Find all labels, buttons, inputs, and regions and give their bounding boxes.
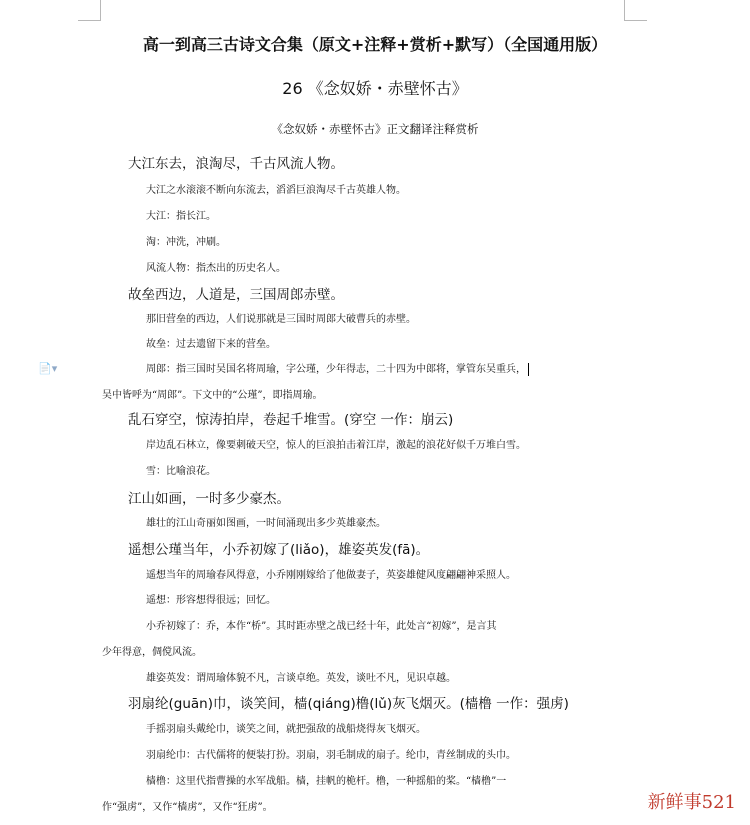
paste-options-icon[interactable]: 📄▾ (38, 362, 58, 375)
annotation-line: 小乔初嫁了：乔，本作“桥”。其时距赤壁之战已经十年，此处言“初嫁”，是言其 (146, 621, 497, 632)
annotation-line (146, 360, 529, 376)
annotation-line: 淘：冲洗，冲刷。 (146, 237, 226, 248)
annotation-text: 周郎：指三国时吴国名将周瑜，字公瑾，少年得志，二十四为中郎将，掌管东吴重兵， (146, 364, 526, 375)
poem-line: 乱石穿空，惊涛拍岸，卷起千堆雪。(穿空 一作：崩云) (128, 412, 454, 428)
document-title: 高一到高三古诗文合集（原文+注释+赏析+默写）（全国通用版） (142, 35, 608, 54)
annotation-continuation: 少年得意，倜傥风流。 (102, 647, 202, 658)
translation-line: 岸边乱石林立，像要刺破天空，惊人的巨浪拍击着江岸，激起的浪花好似千万堆白雪。 (146, 440, 526, 451)
section-title: 《念奴娇・赤壁怀古》正文翻译注释赏析 (271, 122, 479, 136)
translation-line: 手摇羽扇头戴纶巾，谈笑之间，就把强敌的战船烧得灰飞烟灭。 (146, 724, 426, 735)
poem-line: 遥想公瑾当年，小乔初嫁了(liǎo)，雄姿英发(fā)。 (128, 542, 430, 558)
annotation-line: 樯橹：这里代指曹操的水军战船。樯，挂帆的桅杆。橹，一种摇船的桨。“樯橹”一 (146, 776, 507, 787)
annotation-line: 大江：指长江。 (146, 211, 216, 222)
page-corner-mark-right (624, 0, 647, 21)
annotation-line: 遥想：形容想得很远；回忆。 (146, 595, 276, 606)
translation-line: 那旧营垒的西边，人们说那就是三国时周郎大破曹兵的赤壁。 (146, 314, 416, 325)
translation-line: 遥想当年的周瑜春风得意，小乔刚刚嫁给了他做妻子，英姿雄健风度翩翩神采照人。 (146, 570, 516, 581)
annotation-line: 雄姿英发：谓周瑜体貌不凡，言谈卓绝。英发，谈吐不凡，见识卓越。 (146, 673, 456, 684)
annotation-line: 故垒：过去遗留下来的营垒。 (146, 339, 276, 350)
poem-title: 26 《念奴娇・赤壁怀古》 (282, 79, 468, 98)
watermark-text: 新鲜事521 (647, 792, 736, 813)
poem-line: 大江东去，浪淘尽，千古风流人物。 (128, 156, 344, 172)
page-corner-mark-left (78, 0, 101, 21)
poem-line: 故垒西边，人道是，三国周郎赤壁。 (128, 287, 344, 303)
annotation-line: 风流人物：指杰出的历史名人。 (146, 263, 286, 274)
translation-line: 大江之水滚滚不断向东流去，滔滔巨浪淘尽千古英雄人物。 (146, 185, 406, 196)
annotation-line: 羽扇纶巾：古代儒将的便装打扮。羽扇，羽毛制成的扇子。纶巾，青丝制成的头巾。 (146, 750, 516, 761)
annotation-continuation: 作“强虏”，又作“樯虏”，又作“狂虏”。 (102, 802, 273, 813)
annotation-continuation: 吴中皆呼为“周郎”。下文中的“公瑾”，即指周瑜。 (102, 390, 323, 401)
annotation-line: 雪：比喻浪花。 (146, 466, 216, 477)
poem-line: 江山如画，一时多少豪杰。 (128, 491, 290, 507)
text-cursor (528, 363, 529, 376)
poem-line: 羽扇纶(guān)巾，谈笑间，樯(qiáng)橹(lǔ)灰飞烟灭。(樯橹 一作：强虏) (128, 696, 569, 712)
translation-line: 雄壮的江山奇丽如图画，一时间涌现出多少英雄豪杰。 (146, 518, 386, 529)
